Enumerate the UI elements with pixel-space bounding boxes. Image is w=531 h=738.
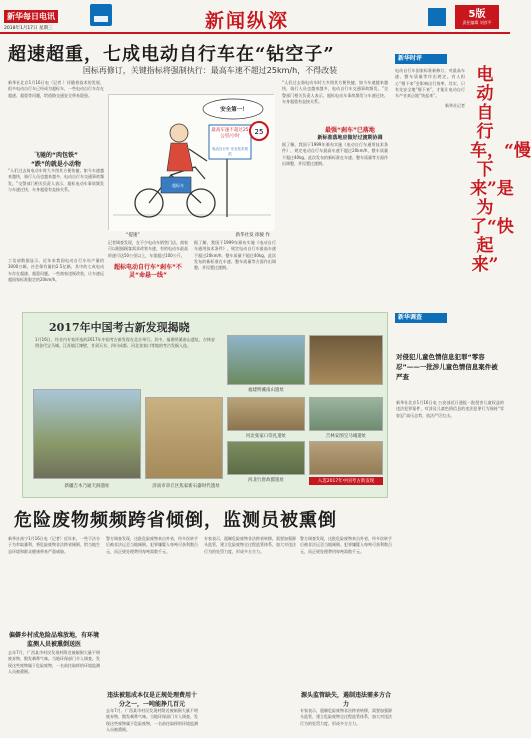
masthead [0, 0, 510, 34]
main-lead-text: 新华社北京1月16日电（记者 ）伴随着技术的发展，很多电动自行车已经成为超标车，一些电动自行车存在超速、超重等问题，给道路交通安全带来隐患。 [8, 80, 104, 98]
section-title: 新闻纵深 [205, 10, 290, 32]
photo-fujian [227, 335, 305, 385]
bottom-body-4-text: 警方调查发现，这批危险废物来自外省，经多次转手后被非法运至当地倾倒。犯罪嫌疑人每吨可获利数百元，而正规处理费用每吨需数千元。 [300, 536, 392, 554]
subhead-1-line1: 飞驰的“肉包铁” [34, 152, 78, 159]
commentary-byline: 新华社记者 [445, 103, 465, 109]
mid-col-top [282, 80, 388, 124]
cartoon-badge: 超标车 [172, 183, 184, 188]
photo-cave [309, 335, 383, 385]
photo-jinan [145, 397, 223, 479]
commentary-body-text: 电动自行车国家标准新修订，对最高车速、整车质量等作出规定。有人担心“慢下来”会影响出行效率，其实，只有先安全地“慢下来”，才能让电动自行车产业真正地“快起来”。 [395, 68, 465, 99]
archaeology-lead: 1月16日，经业内专家评选的2017年中国考古新发现在北京举行。其中，福建明溪南山遗址、吉林安图金代宝马城、江苏镇江谏壁、甘肃天水、四川成都、河北张家口等地的考古发掘入选。 [35, 337, 215, 349]
caption-hebei-2: 河北行唐故郡遗址 [248, 478, 284, 483]
cartoon-drawing [109, 95, 275, 231]
paper-name: 新华每日电讯 [4, 10, 58, 23]
pullquote: 超标电动自行车“刹车”不灵“命悬一线” [114, 264, 182, 279]
investigation-body [396, 400, 504, 734]
investigation-body-text: 新华社北京1月16日电 公安部近日通报一批侵害儿童权益的违法犯罪案件，对涉及儿童色情信息的违法犯罪行为保持“零容忍”高压态势，依法严厉打击。 [396, 400, 504, 418]
main-col2-text: 记者调查发现，在不少电动车销售门店，商家可以根据顾客需求改装车速，有的电动车最高时速可达50公里以上，车重超过100公斤。 [108, 240, 188, 258]
archaeology-title: 2017年中国考古新发现揭晓 [49, 321, 190, 334]
bottom-subhead-1: 偏僻乡村成危险品堆放地，有环境监测人员被熏倒送医 [8, 632, 99, 648]
mid-col-top-text: “人们过去骑电动车时大多图其方便快捷，如今车速越来越快，骑行人员也越来越多，电动自行车交通事故频发。”交警部门相关负责人表示，超标电动车事故频发与车速过快、车身超重有直接关系。 [282, 80, 388, 104]
main-col3 [194, 240, 276, 306]
caption-jinan: 济南市章丘区焦家新石器时代遗址 [152, 484, 220, 489]
masthead-left [4, 4, 86, 31]
photo-xinjiang [33, 389, 141, 479]
bottom-subhead-3: 源头监管缺失，遏制违法需多方合力 [300, 692, 391, 708]
paper-date: 2018年1月17日 星期三 [4, 26, 53, 31]
bottom-body-2b-text: 去年7月，广西某市村民发现村附近被倾倒大量不明废弃物，散发刺鼻气味。当地环保部门介入调查，发现这些废物属于危险废物，一名前往取样的环境监测人员被熏倒。 [106, 708, 198, 732]
main-col2 [108, 240, 188, 262]
bottom-headline: 危险废物频频跨省倾倒，监测员被熏倒 [14, 510, 337, 531]
main-headline: 超速超重，七成电动自行车在“钻空子” [8, 44, 335, 65]
xinhua-logo-icon [90, 4, 112, 26]
mid-col-body-text: 据了解，我国于1999年颁布实施《电动自行车通用技术条件》，规定电动自行车最高车速不超过20km/h，整车质量不超过40kg。此次发布的新标准在车速、整车质量等方面作出调整，并设置过渡期。 [282, 142, 388, 166]
archaeology-highlight: 入选2017年中国考古新发现 [309, 477, 383, 485]
bottom-body-5 [300, 708, 392, 734]
cartoon-caption-left: “提速” [126, 233, 140, 238]
cartoon-illustration [108, 94, 274, 230]
photo-jilin [309, 397, 383, 431]
cartoon-speech-bubble: 安全第一！ [220, 107, 248, 113]
subhead-1-line2: “跌”的就是小动物 [31, 161, 81, 168]
cartoon-caption-right: 新华社发 徐骏 作 [235, 233, 270, 238]
archaeology-box [22, 312, 388, 498]
photo-sichuan [309, 441, 383, 475]
main-para-1 [8, 168, 104, 256]
mid-col-body [282, 142, 388, 306]
main-para-2 [8, 258, 104, 308]
bottom-body-2b [106, 708, 198, 734]
commentary-title: 电动自行车，“慢下来”是为了“快起来” [470, 65, 531, 275]
svg-text:25: 25 [254, 128, 264, 136]
page-number: 5版 [468, 9, 486, 20]
qr-code-icon [428, 8, 446, 26]
cartoon-sign-text: 最高车速不超过25公里/小时 [211, 128, 249, 139]
page-editor: 责任编辑 刘彦平 [462, 20, 492, 25]
bottom-lead [8, 536, 100, 628]
bottom-body-1-text: 去年7月，广西某市村民发现村附近被倾倒大量不明废弃物，散发刺鼻气味。当地环保部门介入调查，发现这些废物属于危险废物，一名前往取样的环境监测人员被熏倒。 [8, 650, 100, 674]
bottom-subhead-2: 违法被惩成本仅是正规处理费用十分之一，一吨能挣几百元 [106, 692, 197, 708]
caption-xinjiang: 新疆吉木乃通天洞遗址 [64, 484, 110, 489]
cartoon-sign-text2: 电动自行车 安全技术规范 [211, 147, 249, 156]
photo-hebei-2 [227, 441, 305, 475]
caption-hebei: 河北张家口崇礼遗址 [245, 434, 287, 439]
investigation-tag: 新华调查 [395, 313, 447, 323]
bottom-body-1 [8, 650, 100, 734]
commentary-tag: 新华时评 [395, 54, 447, 64]
main-para-1-text: “人们过去骑电动车时大多图其方便快捷，如今车速越来越快，骑行人员也越来越多，电动自行车交通事故频发。”交警部门相关负责人表示，超标电动车事故频发与车速过快、车身超重有直接关系。 [8, 168, 104, 192]
main-subtitle: 国标再修订，关键指标将强制执行：最高车速不超过25km/h，不得改装 [82, 66, 338, 75]
bottom-body-5-text: 专家表示，遏制危险废物非法跨省转移，需要加强源头监管，建立危险废物全过程监管体系，加大对违法行为的处罚力度，形成多方合力。 [300, 708, 392, 726]
photo-hebei [227, 397, 305, 431]
subhead-2-line1: 最强“刹车”已落地 [325, 127, 375, 134]
main-col3-text: 据了解，我国于1999年颁布实施《电动自行车通用技术条件》，规定电动自行车最高车速不超过20km/h，整车质量不超过40kg。此次发布的新标准在车速、整车质量等方面作出调整，并设置过渡期。 [194, 240, 276, 271]
bottom-body-2 [106, 536, 198, 686]
page-number-badge [455, 5, 499, 29]
subhead-1 [8, 150, 104, 168]
main-lead [8, 80, 104, 150]
caption-fujian: 福建明溪南山遗址 [248, 388, 284, 393]
bottom-body-3 [204, 536, 296, 734]
commentary-body [395, 68, 465, 304]
subhead-2 [310, 125, 390, 141]
subhead-2-line2: 新标准落地应做好过渡期协调 [317, 135, 383, 141]
investigation-subtitle: 对侵犯儿童色情信息犯罪“零容忍”——一批涉儿童色情信息案件被严查 [396, 353, 498, 381]
main-para-2-text: 工信部数据显示，近年来我国电动自行车年产量约3000万辆，社会保有量约2.5亿辆，其中约七成电动车存在超速、超重问题。一些商家违规改装，让车速远超国家标准限定的20km/h。 [8, 258, 104, 282]
bottom-body-4 [300, 536, 392, 686]
bottom-lead-text: 新华社南宁1月16日电（记者）近年来，一些不法分子为牟取暴利，将危险废物非法跨省倾倒，给当地生态环境和群众健康带来严重威胁。 [8, 536, 100, 554]
caption-jilin: 吉林安图宝马城遗址 [325, 434, 367, 439]
bottom-body-2-text: 警方调查发现，这批危险废物来自外省，经多次转手后被非法运至当地倾倒。犯罪嫌疑人每吨可获利数百元，而正规处理费用每吨需数千元。 [106, 536, 198, 554]
bottom-body-3-text: 专家表示，遏制危险废物非法跨省转移，需要加强源头监管，建立危险废物全过程监管体系，加大对违法行为的处罚力度，形成多方合力。 [204, 536, 296, 554]
